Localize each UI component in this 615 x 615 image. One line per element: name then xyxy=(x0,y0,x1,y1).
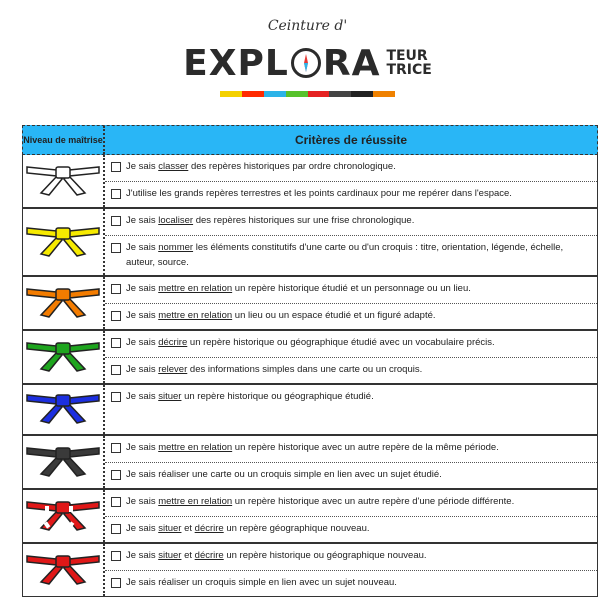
compass-icon xyxy=(291,48,321,78)
title-left: EXPL xyxy=(183,42,289,84)
criterion-item xyxy=(105,385,597,411)
criteria-cell xyxy=(105,544,597,596)
level-row xyxy=(23,434,597,488)
belt-cell xyxy=(23,385,105,434)
criterion-item xyxy=(105,436,597,462)
criterion-text: Je sais mettre en relation un repère historique avec un autre repère d'une période différente. xyxy=(126,496,515,507)
belt-cell xyxy=(23,490,105,542)
criterion-text: Je sais classer des repères historiques par ordre chronologique. xyxy=(126,161,396,172)
criterion-text: Je sais réaliser une carte ou un croquis simple en lien avec un sujet étudié. xyxy=(126,469,442,480)
criterion-text: Je sais relever des informations simples dans une carte ou un croquis. xyxy=(126,364,423,375)
belt-icon xyxy=(25,546,101,595)
belt-cell xyxy=(23,436,105,488)
criteria-cell xyxy=(105,209,597,275)
color-bar-segment xyxy=(308,91,330,97)
header-level: Niveau de maîtrise xyxy=(23,126,105,154)
color-bar-segment xyxy=(242,91,264,97)
criterion-checkbox[interactable] xyxy=(111,365,121,375)
criterion-checkbox[interactable] xyxy=(111,216,121,226)
criterion-item xyxy=(105,544,597,570)
color-bar-segment xyxy=(373,91,395,97)
criterion-item xyxy=(105,331,597,357)
criterion-checkbox[interactable] xyxy=(111,284,121,294)
criterion-checkbox[interactable] xyxy=(111,392,121,402)
criterion-text: Je sais mettre en relation un repère historique étudié et un personnage ou un lieu. xyxy=(126,283,471,294)
criterion-item xyxy=(105,357,597,383)
criterion-item xyxy=(105,516,597,542)
belt-icon xyxy=(25,333,101,382)
belt-icon xyxy=(25,492,101,541)
suffix-top: TEUR xyxy=(386,48,428,64)
belt-cell xyxy=(23,544,105,596)
criterion-text: Je sais réaliser un croquis simple en lien avec un sujet nouveau. xyxy=(126,577,397,588)
subtitle: Ceinture d' xyxy=(267,18,348,34)
criterion-item xyxy=(105,303,597,329)
level-row xyxy=(23,383,597,434)
criterion-text: Je sais situer et décrire un repère historique ou géographique nouveau. xyxy=(126,550,427,561)
belt-cell xyxy=(23,277,105,329)
level-row xyxy=(23,155,597,207)
title-right: RA xyxy=(322,42,381,84)
color-bar-segment xyxy=(329,91,351,97)
criterion-checkbox[interactable] xyxy=(111,497,121,507)
criteria-table xyxy=(22,125,598,597)
criterion-checkbox[interactable] xyxy=(111,524,121,534)
color-bar-segment xyxy=(351,91,373,97)
criterion-checkbox[interactable] xyxy=(111,338,121,348)
criterion-text: Je sais mettre en relation un lieu ou un espace étudié et un figuré adapté. xyxy=(126,310,436,321)
criterion-checkbox[interactable] xyxy=(111,243,121,253)
criterion-checkbox[interactable] xyxy=(111,578,121,588)
criterion-text: Je sais décrire un repère historique ou géographique étudié avec un vocabulaire précis. xyxy=(126,337,495,348)
level-row xyxy=(23,275,597,329)
belt-icon xyxy=(25,385,101,434)
criterion-text: Je sais localiser des repères historiques sur une frise chronologique. xyxy=(126,215,415,226)
criteria-cell xyxy=(105,155,597,207)
belt-cell xyxy=(23,155,105,207)
table-body xyxy=(22,155,598,597)
criteria-cell xyxy=(105,490,597,542)
logo-title xyxy=(0,38,615,88)
level-row xyxy=(23,207,597,275)
criterion-checkbox[interactable] xyxy=(111,189,121,199)
color-bar-segment xyxy=(220,91,242,97)
suffix-bottom: TRICE xyxy=(386,62,432,78)
criterion-checkbox[interactable] xyxy=(111,551,121,561)
criterion-item xyxy=(105,490,597,516)
criterion-item xyxy=(105,181,597,207)
level-row xyxy=(23,488,597,542)
criterion-text: Je sais situer et décrire un repère géographique nouveau. xyxy=(126,523,370,534)
criteria-cell xyxy=(105,436,597,488)
criteria-cell xyxy=(105,277,597,329)
criterion-item xyxy=(105,209,597,235)
criterion-checkbox[interactable] xyxy=(111,311,121,321)
level-row xyxy=(23,329,597,383)
criteria-cell xyxy=(105,331,597,383)
criterion-item xyxy=(105,570,597,596)
header-criteria: Critères de réussite xyxy=(294,133,408,147)
criteria-cell xyxy=(105,385,597,434)
criterion-text: J'utilise les grands repères terrestres et les points cardinaux pour me repérer dans l'espace. xyxy=(126,188,512,199)
page-header xyxy=(0,0,615,112)
criterion-item xyxy=(105,462,597,488)
belt-cell xyxy=(23,209,105,275)
belt-icon xyxy=(25,218,101,267)
level-row xyxy=(23,542,597,596)
color-bar-segment xyxy=(264,91,286,97)
criterion-text: Je sais situer un repère historique ou géographique étudié. xyxy=(126,391,374,402)
criterion-checkbox[interactable] xyxy=(111,443,121,453)
criterion-checkbox[interactable] xyxy=(111,470,121,480)
color-bar xyxy=(220,91,395,97)
belt-cell xyxy=(23,331,105,383)
criterion-item xyxy=(105,155,597,181)
belt-icon xyxy=(25,279,101,328)
color-bar-segment xyxy=(286,91,308,97)
table-header xyxy=(22,125,598,155)
belt-icon xyxy=(25,438,101,487)
criterion-text: Je sais mettre en relation un repère historique avec un autre repère de la même période. xyxy=(126,442,499,453)
belt-icon xyxy=(25,157,101,206)
criterion-checkbox[interactable] xyxy=(111,162,121,172)
criterion-item xyxy=(105,235,597,275)
criterion-text: Je sais nommer les éléments constitutifs d'une carte ou d'un croquis : titre, orientation, légende, échelle, auteur, source. xyxy=(126,242,564,268)
title-suffix xyxy=(386,49,431,77)
criterion-item xyxy=(105,277,597,303)
